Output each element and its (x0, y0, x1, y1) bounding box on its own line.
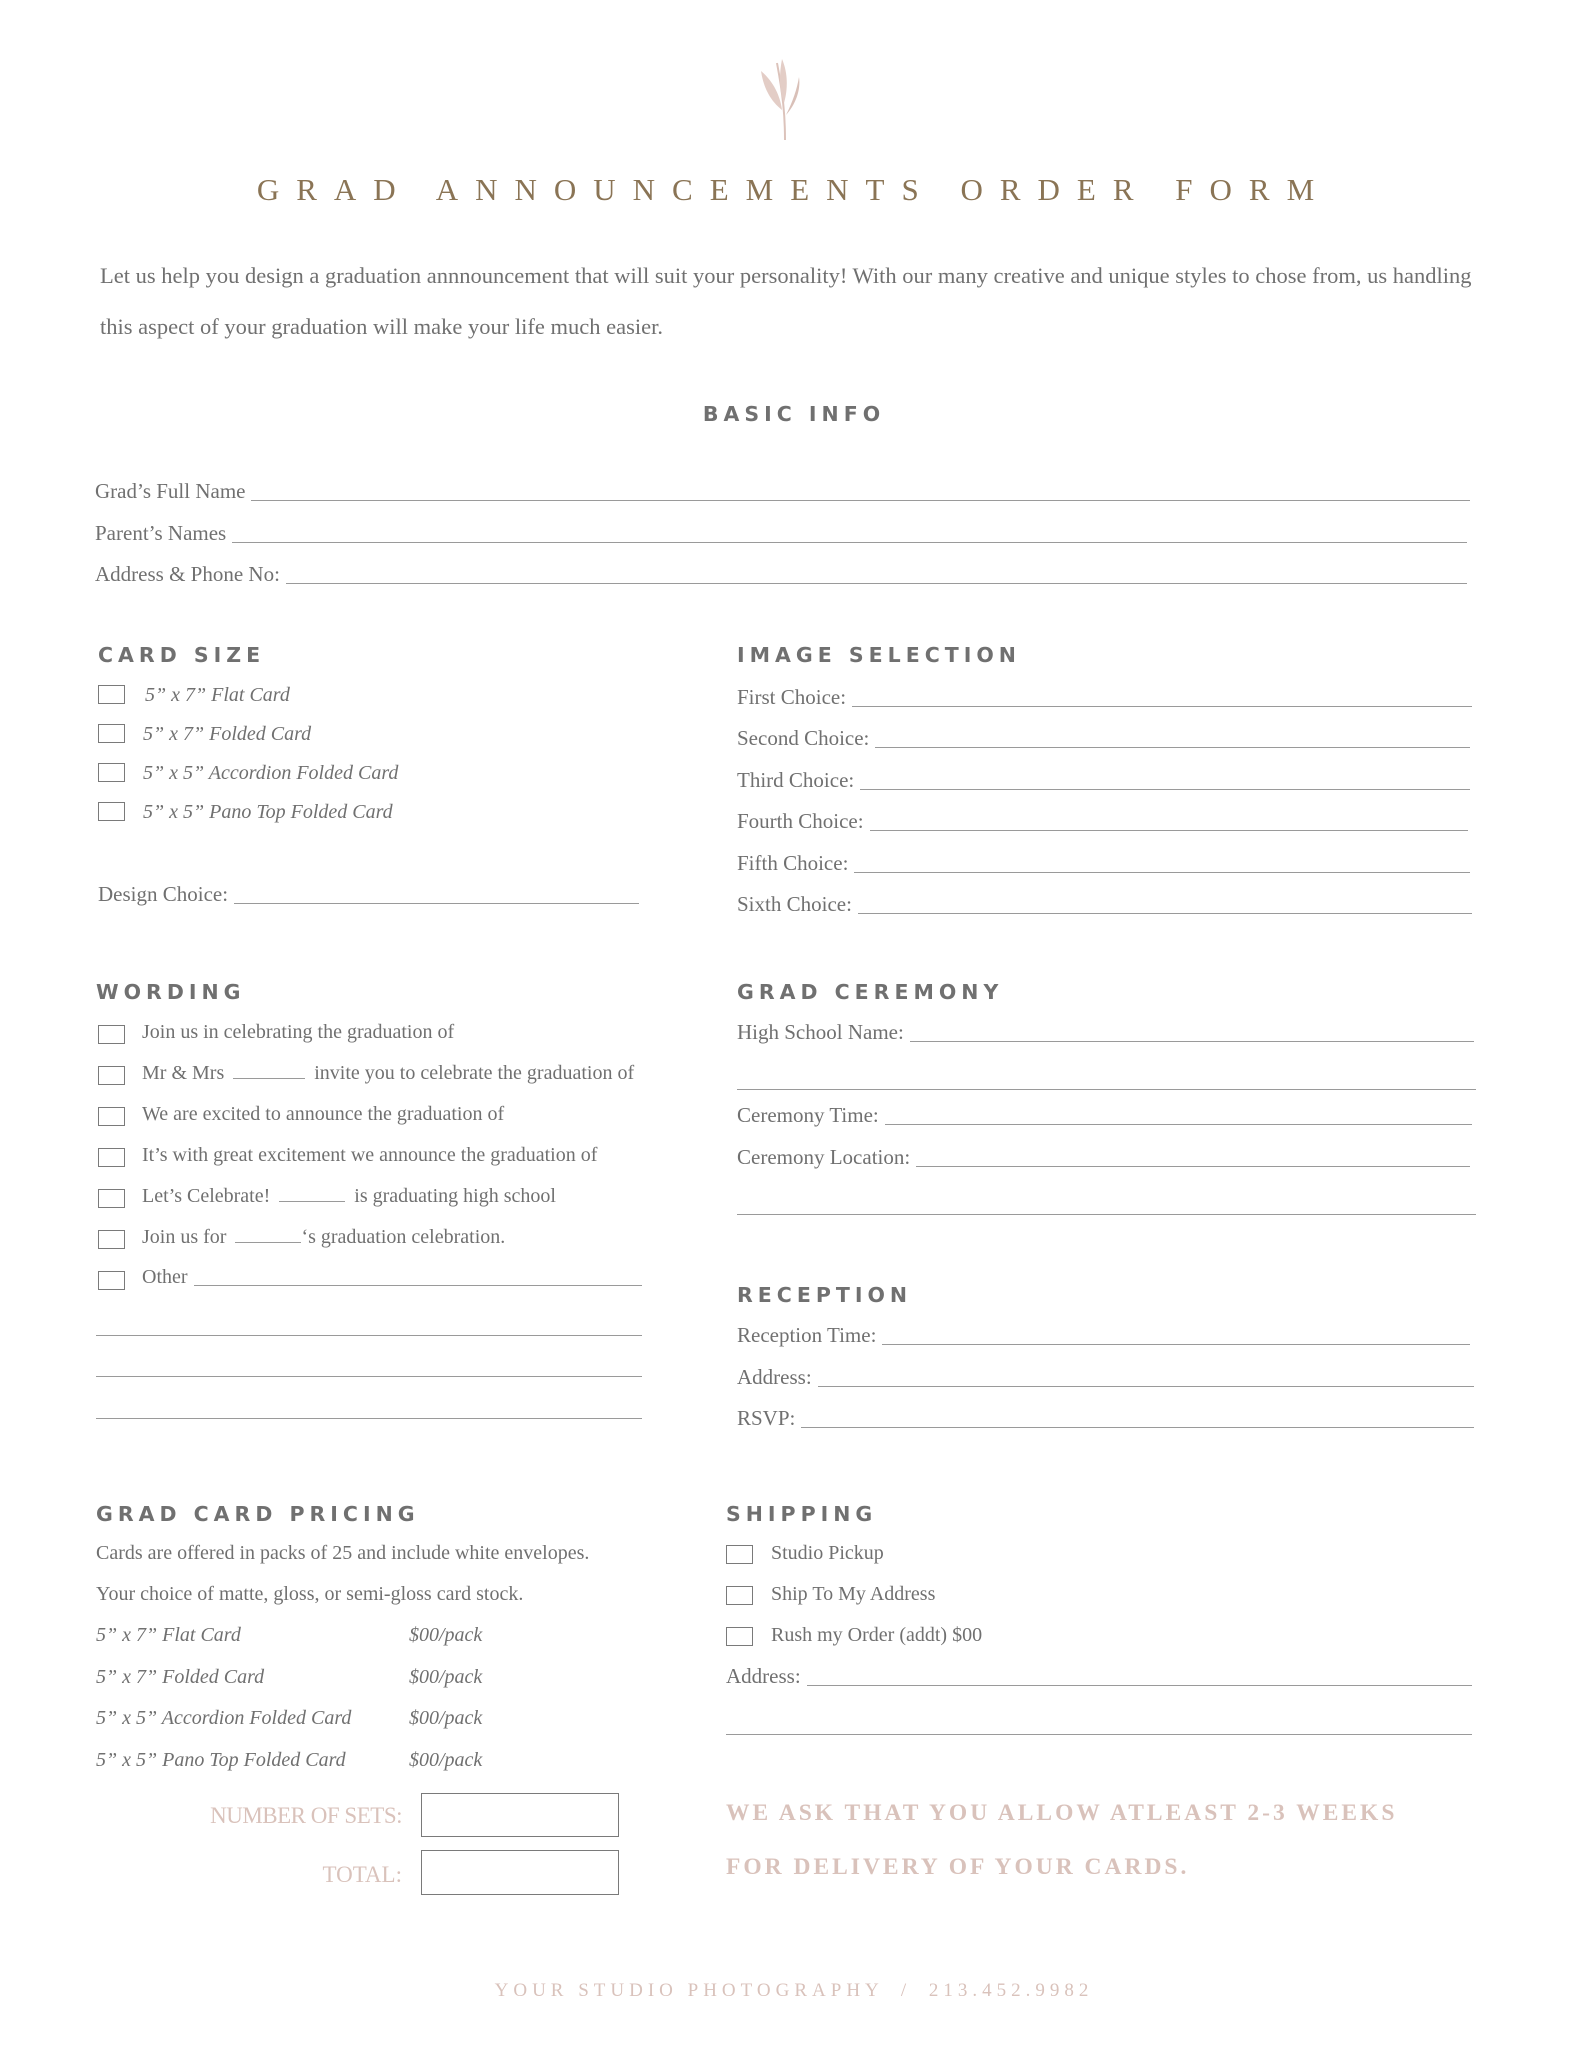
design-choice-label: Design Choice: (98, 882, 229, 906)
pano-card-option: 5” x 5” Pano Top Folded Card (143, 801, 393, 823)
ceremony-time-label: Ceremony Time: (737, 1103, 879, 1127)
pricing-line-1: Cards are offered in packs of 25 and include white envelopes. (96, 1542, 590, 1564)
price-row-name: 5” x 5” Accordion Folded Card (96, 1707, 352, 1729)
ship-address-checkbox[interactable] (726, 1586, 753, 1605)
wording-other-checkbox[interactable] (98, 1271, 125, 1290)
wording-5-text-b: is graduating high school (354, 1185, 556, 1207)
third-choice-field[interactable] (737, 768, 1470, 793)
wording-6-text-a: Join us for (142, 1226, 227, 1248)
delivery-notice-line-1: WE ASK THAT YOU ALLOW ATLEAST 2-3 WEEKS (726, 1800, 1398, 1826)
reception-time-label: Reception Time: (737, 1323, 877, 1347)
leaf-icon (755, 55, 815, 145)
ceremony-time-field[interactable] (737, 1103, 1472, 1128)
high-school-extra-line[interactable] (737, 1088, 1476, 1090)
wording-extra-line-1[interactable] (96, 1334, 642, 1336)
flat-card-option: 5” x 7” Flat Card (145, 684, 290, 706)
address-phone-label: Address & Phone No: (95, 562, 280, 586)
fifth-choice-field[interactable] (737, 851, 1470, 876)
parent-names-field[interactable] (95, 521, 1467, 546)
wording-6-row (142, 1226, 505, 1249)
intro-paragraph: Let us help you design a graduation annnouncement that will suit your personality! With our many creative and unique styles to chose from, us handling this aspect of your graduation will make your life much easier. (100, 263, 1472, 339)
footer (0, 1980, 1588, 2002)
wording-extra-line-3[interactable] (96, 1417, 642, 1419)
wording-6-text-b: ‘s graduation celebration. (301, 1226, 506, 1248)
rsvp-field[interactable] (737, 1406, 1474, 1431)
pricing-line-2: Your choice of matte, gloss, or semi-gloss card stock. (96, 1583, 524, 1605)
wording-2-row (142, 1062, 634, 1085)
card-size-heading: CARD SIZE (98, 643, 266, 667)
folded-card-checkbox[interactable] (98, 724, 125, 743)
page-title: GRAD ANNOUNCEMENTS ORDER FORM (256, 172, 1332, 207)
wording-5-blank[interactable] (279, 1200, 345, 1202)
third-choice-label: Third Choice: (737, 768, 855, 792)
reception-time-field[interactable] (737, 1323, 1470, 1348)
rush-order-label: Rush my Order (addt) $00 (771, 1624, 983, 1646)
wording-5-checkbox[interactable] (98, 1189, 125, 1208)
wording-6-blank[interactable] (235, 1241, 301, 1243)
shipping-heading: SHIPPING (726, 1502, 878, 1526)
price-row-name: 5” x 7” Flat Card (96, 1624, 241, 1646)
reception-address-field[interactable] (737, 1365, 1474, 1390)
price-row-value: $00/pack (409, 1707, 483, 1729)
accordion-card-checkbox[interactable] (98, 763, 125, 782)
price-row-value: $00/pack (409, 1624, 483, 1646)
grad-full-name-field[interactable] (95, 479, 1470, 504)
rsvp-label: RSVP: (737, 1406, 796, 1430)
fourth-choice-label: Fourth Choice: (737, 809, 864, 833)
price-row-name: 5” x 7” Folded Card (96, 1666, 265, 1688)
wording-4-label: It’s with great excitement we announce the graduation of (142, 1144, 598, 1166)
reception-address-label: Address: (737, 1365, 812, 1389)
first-choice-label: First Choice: (737, 685, 847, 709)
studio-pickup-label: Studio Pickup (771, 1542, 884, 1564)
pricing-heading: GRAD CARD PRICING (96, 1502, 420, 1526)
shipping-address-label: Address: (726, 1664, 801, 1688)
footer-separator: / (900, 1980, 912, 2001)
fifth-choice-label: Fifth Choice: (737, 851, 849, 875)
shipping-address-field[interactable] (726, 1664, 1472, 1689)
folded-card-option: 5” x 7” Folded Card (143, 723, 312, 745)
wording-other-label: Other (142, 1266, 188, 1288)
first-choice-field[interactable] (737, 685, 1472, 710)
sixth-choice-field[interactable] (737, 892, 1472, 917)
total-input[interactable] (421, 1850, 619, 1895)
wording-other-field[interactable] (142, 1266, 642, 1289)
high-school-name-label: High School Name: (737, 1020, 904, 1044)
second-choice-label: Second Choice: (737, 726, 870, 750)
ceremony-location-field[interactable] (737, 1145, 1470, 1170)
wording-5-text-a: Let’s Celebrate! (142, 1185, 271, 1207)
delivery-notice-line-2: FOR DELIVERY OF YOUR CARDS. (726, 1854, 1190, 1880)
price-row-value: $00/pack (409, 1666, 483, 1688)
wording-3-label: We are excited to announce the graduation of (142, 1103, 505, 1125)
ceremony-location-extra-line[interactable] (737, 1213, 1476, 1215)
price-row-name: 5” x 5” Pano Top Folded Card (96, 1749, 346, 1771)
studio-pickup-checkbox[interactable] (726, 1545, 753, 1564)
fourth-choice-field[interactable] (737, 809, 1468, 834)
image-selection-heading: IMAGE SELECTION (737, 643, 1021, 667)
grad-full-name-label: Grad’s Full Name (95, 479, 246, 503)
address-phone-field[interactable] (95, 562, 1467, 587)
sixth-choice-label: Sixth Choice: (737, 892, 852, 916)
design-choice-field[interactable] (98, 882, 639, 907)
accordion-card-option: 5” x 5” Accordion Folded Card (143, 762, 399, 784)
wording-3-checkbox[interactable] (98, 1107, 125, 1126)
wording-2-blank[interactable] (233, 1077, 305, 1079)
price-row-value: $00/pack (409, 1749, 483, 1771)
wording-1-checkbox[interactable] (98, 1025, 125, 1044)
parent-names-label: Parent’s Names (95, 521, 227, 545)
footer-studio-name: YOUR STUDIO PHOTOGRAPHY (494, 1980, 884, 2001)
wording-heading: WORDING (96, 980, 246, 1004)
second-choice-field[interactable] (737, 726, 1470, 751)
high-school-name-field[interactable] (737, 1020, 1474, 1045)
wording-2-checkbox[interactable] (98, 1066, 125, 1085)
wording-1-label: Join us in celebrating the graduation of (142, 1021, 455, 1043)
number-of-sets-input[interactable] (421, 1793, 619, 1837)
pano-card-checkbox[interactable] (98, 802, 125, 821)
footer-phone: 213.452.9982 (928, 1980, 1094, 2001)
number-of-sets-label: NUMBER OF SETS: (210, 1803, 402, 1828)
wording-4-checkbox[interactable] (98, 1148, 125, 1167)
rush-order-checkbox[interactable] (726, 1627, 753, 1646)
wording-2-text-a: Mr & Mrs (142, 1062, 225, 1084)
wording-extra-line-2[interactable] (96, 1375, 642, 1377)
wording-2-text-b: invite you to celebrate the graduation of (314, 1062, 635, 1084)
wording-5-row (142, 1185, 556, 1208)
wording-6-checkbox[interactable] (98, 1230, 125, 1249)
reception-heading: RECEPTION (737, 1283, 913, 1307)
ceremony-location-label: Ceremony Location: (737, 1145, 911, 1169)
grad-ceremony-heading: GRAD CEREMONY (737, 980, 1004, 1004)
ship-address-label: Ship To My Address (771, 1583, 936, 1605)
total-label: TOTAL: (322, 1862, 402, 1887)
shipping-address-extra-line[interactable] (726, 1733, 1472, 1735)
basic-info-heading: BASIC INFO (702, 402, 886, 426)
flat-card-checkbox[interactable] (98, 685, 125, 704)
